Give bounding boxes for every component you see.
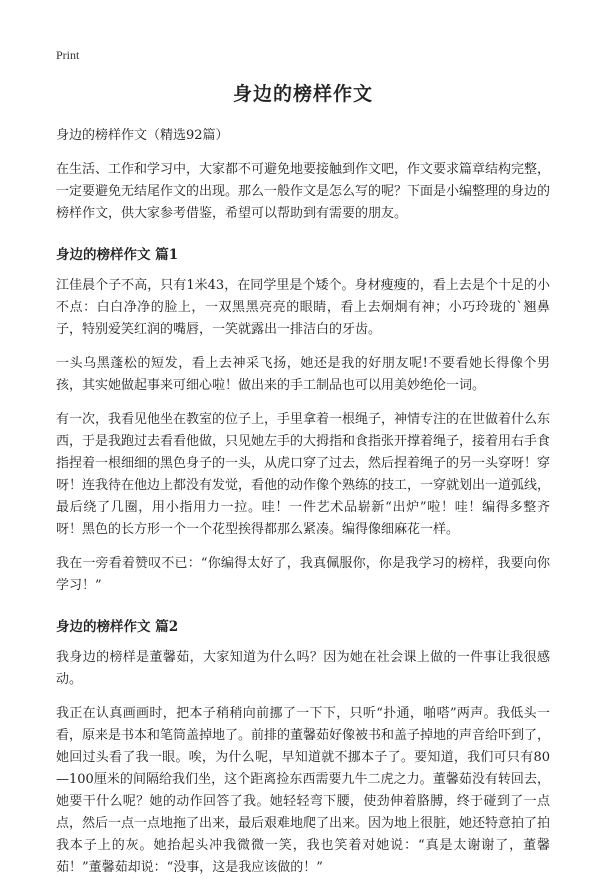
- section-1-paragraph-4: 我在一旁看着赞叹不已：“你编得太好了，我真佩服你，你是我学习的榜样，我要向你学习！”: [56, 556, 550, 593]
- section-1-paragraph-2: 一头乌黑蓬松的短发，看上去神采飞扬，她还是我的好朋友呢!不要看她长得像个男孩，其实她做起事来可细心啦！做出来的手工制品也可以用美妙绝伦一词。: [56, 356, 550, 393]
- section-2-paragraph-2: 我正在认真画画时，把本子稍稍向前挪了一下下，只听“扑通，啪嗒”两声。我低头一看，原来是书本和笔筒盖掉地了。前排的董馨茹好像被书和盖子掉地的声音给吓到了，她回过头看了我一眼。唉，为什么呢，早知道就不挪本子了。要知道，我们可只有80—100厘米的间隔给我们坐，这个距离捡东西需要九牛二虎之力。董馨茹没有转回去，她要干什么呢？她的动作回答了我。她轻轻弯下腰，使劲伸着胳膊，终于碰到了一点点，然后一点一点地拖了出来，最后艰难地爬了出来。因为地上很脏，她还特意拍了拍我本子上的灰。她抬起头冲我微微一笑，我也笑着对她说：“真是太谢谢了，董馨茹！”董馨茹却说：“没事，这是我应该做的！”: [56, 706, 551, 875]
- section-1-paragraph-3: 有一次，我看见他坐在教室的位子上，手里拿着一根绳子，神情专注的在世做着什么东西，于是我跑过去看看他做，只见她左手的大拇指和食指张开撑着绳子，接着用右手食指捏着一根细细的黑色身子的一头，从虎口穿了过去，然后捏着绳子的另一头穿呀！穿呀！连我待在他边上都没有发觉，看他的动作像个熟练的技工，一穿就划出一道弧线，最后绕了几圈，用小指用力一拉。哇！一件艺术品崭新“出炉”啦！哇！编得多整齐呀！黑色的长方形一个一个花型挨得都那么紧凑。编得像细麻花一样。: [56, 412, 551, 537]
- page-title: 身边的榜样作文: [232, 83, 373, 105]
- section-2-paragraph-1: 我身边的榜样是董馨茹，大家知道为什么吗？因为她在社会课上做的一件事让我很感动。: [56, 650, 550, 687]
- section-1-paragraph-1: 江佳晨个子不高，只有1米43，在同学里是个矮个。身材瘦瘦的，看上去是个十足的小不点：白白净净的脸上，一双黑黑亮亮的眼睛，看上去炯炯有神；小巧玲珑的`翘鼻子，特别爱笑红润的嘴唇，一笑就露出一排洁白的牙齿。: [56, 278, 550, 337]
- print-link[interactable]: Print: [56, 48, 80, 62]
- intro-paragraph: 在生活、工作和学习中，大家都不可避免地要接触到作文吧，作文要求篇章结构完整，一定要避免无结尾作文的出现。那么一般作文是怎么写的呢？下面是小编整理的身边的榜样作文，供大家参考借鉴，希望可以帮助到有需要的朋友。: [56, 162, 551, 221]
- section-heading-2: 身边的榜样作文 篇2: [56, 619, 179, 635]
- document-subtitle: 身边的榜样作文（精选92篇）: [56, 128, 229, 143]
- section-heading-1: 身边的榜样作文 篇1: [56, 247, 179, 263]
